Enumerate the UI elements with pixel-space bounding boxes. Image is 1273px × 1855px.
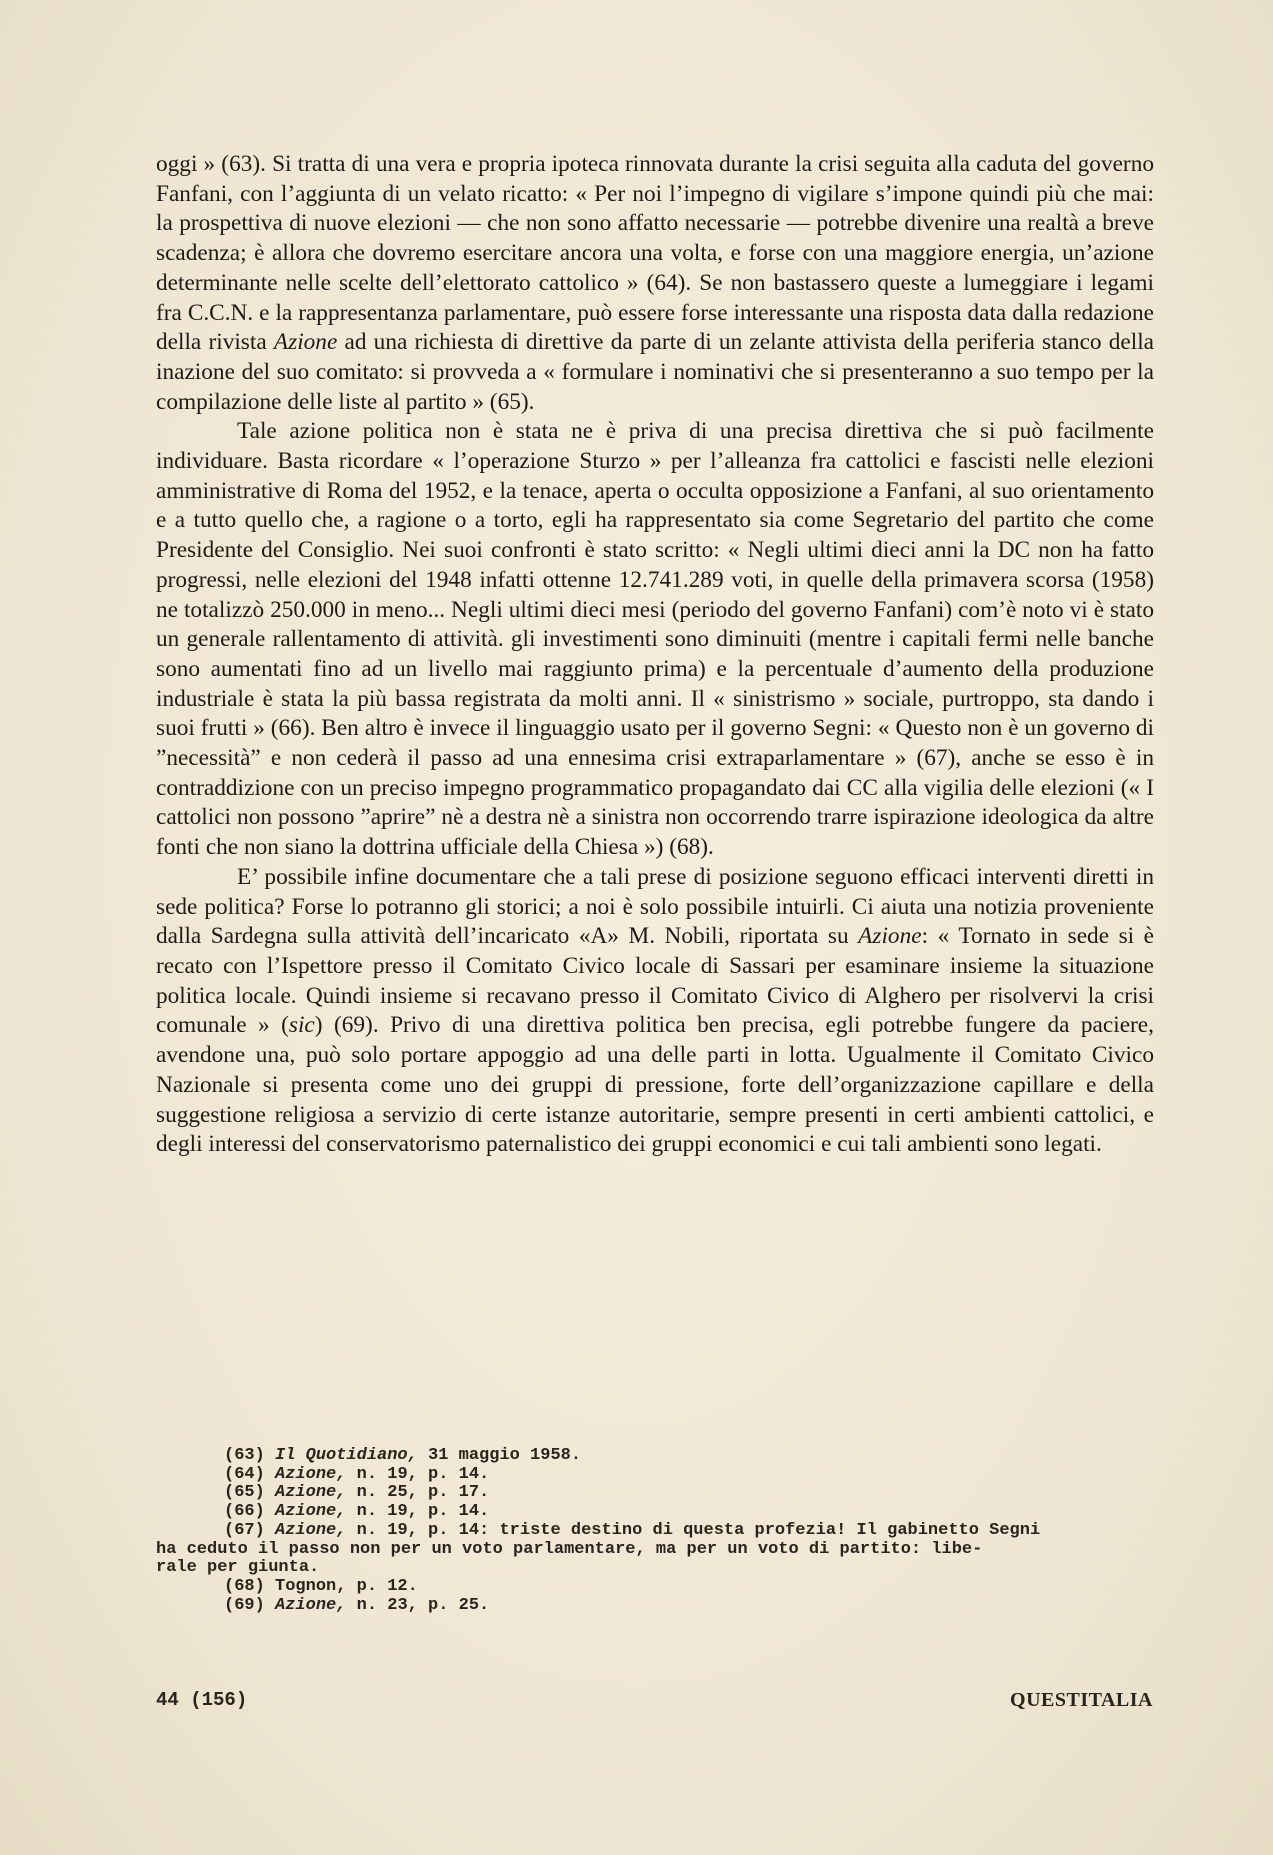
footnote-source: Azione, bbox=[275, 1595, 347, 1615]
footnote bbox=[156, 1597, 1156, 1616]
footnote-text: n. 23, p. 25. bbox=[346, 1595, 490, 1615]
paragraph-text: Tale azione politica non è stata ne è priva di una precisa direttiva che si può facilmente individuare. Basta ricordare « l’operazione Sturzo » per l’alleanza fra cattolici e fascisti nelle elezioni amministrative di Roma del 1952, e la tenace, aperta o occulta opposizione a Fanfani, al suo orientamento e a tutto quello che, a ragione o a torto, egli ha rappresentato sia come Segretario del partito che come Presidente del Consiglio. Nei suoi confronti è stato scritto: « Negli ultimi dieci anni la DC non ha fatto progressi, nelle elezioni del 1948 infatti ottenne 12.741.289 voti, in quelle della primavera scorsa (1958) ne totalizzò 250.000 in meno... Negli ultimi dieci mesi (periodo del governo Fanfani) com’è noto vi è stato un generale rallentamento di attività. gli investimenti sono diminuiti (mentre i capitali fermi nelle banche sono aumentati fino ad un livello mai raggiunto prima) e la percentuale d’aumento della produzione industriale è stata la più bassa registrata da molti anni. Il « sinistrismo » sociale, purtroppo, sta dando i suoi frutti » (66). Ben altro è invece il linguaggio usato per il governo Segni: « Questo non è un governo di ”necessità” e non cederà il passo ad una ennesima crisi extraparlamentare » (67), anche se esso è in contraddizione con un preciso impegno programmatico propagandato dai CC alla vigilia delle elezioni (« I cattolici non possono ”aprire” nè a destra nè a sinistra non occorrendo trarre ispirazione ideologica da altre fonti che non siano la dottrina ufficiale della Chiesa ») (68). bbox=[156, 418, 1154, 861]
footnote-source: Il Quotidiano, bbox=[275, 1446, 418, 1465]
paragraph bbox=[156, 863, 1154, 1160]
paragraph bbox=[156, 417, 1154, 863]
italic-text: Azione bbox=[273, 329, 338, 356]
footnote-number: (65) bbox=[224, 1483, 265, 1503]
paragraph-text: ) (69). Privo di una direttiva politica ben precisa, egli potrebbe fungere da paciere, avendone una, può solo portare appoggio ad una delle parti in lotta. Ugualmente il Comitato Civico Nazionale si presenta come uno dei gruppi di pressione, forte dell’organizzazione capillare e della suggestione religiosa a servizio di certe istanze autoritarie, sempre presenti in certi ambienti cattolici, e degli interessi del conservatorismo paternalistico dei gruppi economici e cui tali ambienti sono legati. bbox=[156, 1012, 1154, 1158]
footnote-number: (63) bbox=[224, 1446, 265, 1465]
footnote-number: (67) bbox=[224, 1520, 265, 1540]
page-number: 44 (156) bbox=[156, 1689, 248, 1711]
body-text bbox=[156, 150, 1154, 1160]
paragraph bbox=[156, 150, 1154, 417]
footnote bbox=[156, 1447, 1156, 1466]
journal-name: QUESTITALIA bbox=[1010, 1689, 1153, 1711]
footnote-text: n. 19, p. 14. bbox=[346, 1502, 490, 1522]
paragraph-text: oggi » (63). Si tratta di una vera e propria ipoteca rinnovata durante la crisi seguita alla caduta del governo Fanfani, con l’aggiunta di un velato ricatto: « Per noi l’impegno di vigilare s’impone quindi più che mai: la prospettiva di nuove elezioni — che non sono affatto necessarie — potrebbe divenire una realtà a breve scadenza; è allora che dovremo esercitare ancora una volta, e forse con una maggiore energia, un’azione determinante nelle scelte dell’elettorato cattolico » (64). Se non bastassero queste a lumeggiare i legami fra C.C.N. e la rappresentanza parlamentare, può essere forse interessante una risposta data dalla redazione della rivista bbox=[156, 151, 1154, 356]
paragraph-text: : « Tornato in sede si è recato con l’Ispettore presso il Comitato Civico locale di Sassari per esaminare insieme la situazione politica locale. Quindi insieme si recavano presso il Comitato Civico di Alghero per risolvervi la crisi comunale » ( bbox=[156, 923, 1154, 1039]
italic-text: sic bbox=[288, 1012, 315, 1039]
footnote-text: 31 maggio 1958. bbox=[417, 1446, 582, 1465]
footnote-text: n. 25, p. 17. bbox=[346, 1483, 490, 1503]
italic-text: Azione bbox=[858, 923, 922, 950]
footnote-continuation: ha ceduto il passo non per un voto parlamentare, ma per un voto di partito: libe- bbox=[156, 1539, 983, 1559]
footnote bbox=[156, 1466, 1156, 1485]
footnote-source: Azione, bbox=[275, 1502, 347, 1522]
footnote-number: (66) bbox=[224, 1502, 265, 1522]
paragraph-text: ad una richiesta di direttive da parte di un zelante attivista della periferia stanco della inazione del suo comitato: si provveda a « formulare i nominativi che si presenteranno a suo tempo per la compilazione delle liste al partito » (65). bbox=[156, 329, 1155, 415]
footnote-number: (68) bbox=[224, 1576, 265, 1596]
footnote-text: Tognon, p. 12. bbox=[275, 1576, 418, 1596]
footnotes bbox=[156, 1447, 1156, 1615]
footnote-source: Azione, bbox=[275, 1464, 347, 1484]
footnote-source: Azione, bbox=[275, 1483, 347, 1503]
footnote-text: n. 19, p. 14: triste destino di questa profezia! Il gabinetto Segni bbox=[346, 1520, 1041, 1540]
footnote-number: (69) bbox=[224, 1595, 265, 1615]
footnote bbox=[156, 1522, 1156, 1541]
footnote-continuation: rale per giunta. bbox=[156, 1558, 320, 1578]
paragraph-text: E’ possibile infine documentare che a tali prese di posizione seguono efficaci interventi diretti in sede politica? Forse lo potranno gli storici; a noi è solo possibile intuirli. Ci aiuta una notizia proveniente dalla Sardegna sulla attività dell’incaricato «A» M. Nobili, riportata su bbox=[156, 863, 1154, 950]
footnote-number: (64) bbox=[224, 1464, 265, 1484]
footnote bbox=[156, 1578, 1156, 1597]
footnote-source: Azione, bbox=[275, 1520, 347, 1540]
footnote-text: n. 19, p. 14. bbox=[346, 1464, 490, 1484]
footnote bbox=[156, 1503, 1156, 1522]
footnote bbox=[156, 1484, 1156, 1503]
